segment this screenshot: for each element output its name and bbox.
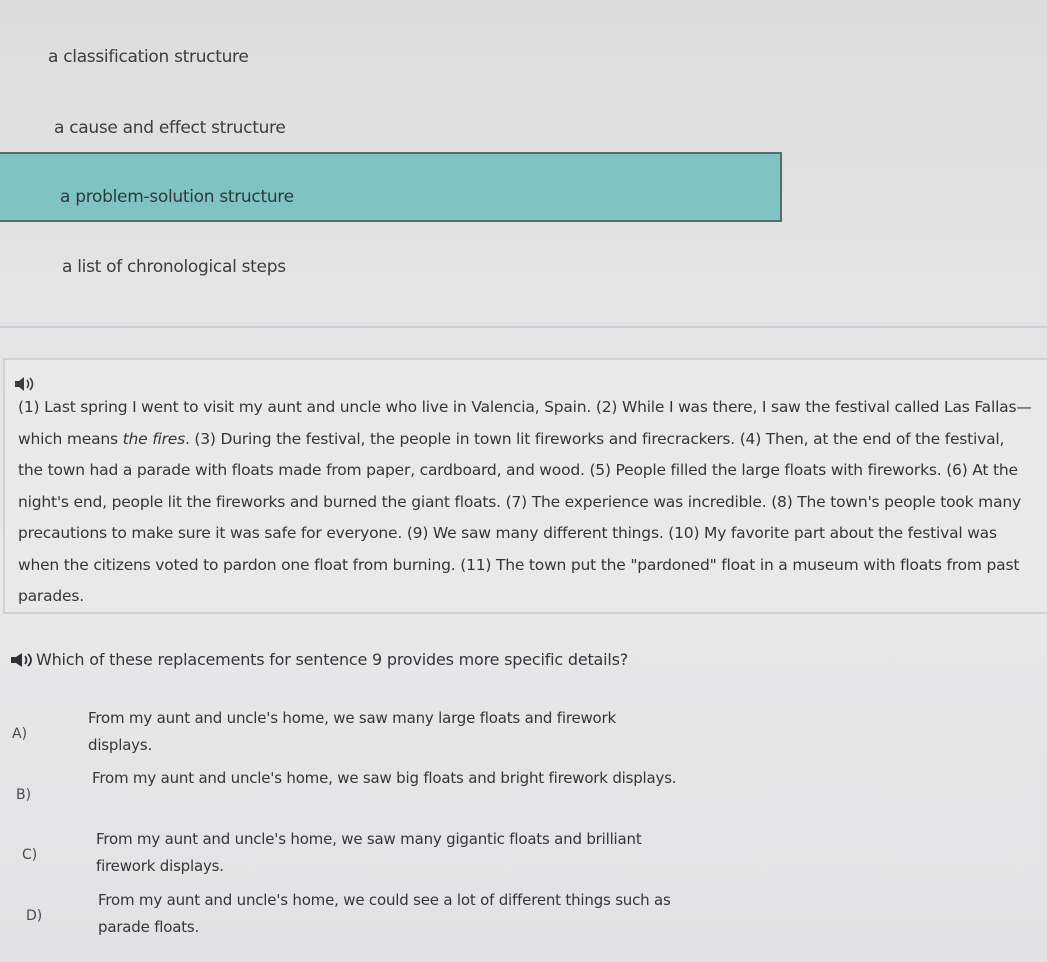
section-divider xyxy=(0,326,1047,328)
question-text: Which of these replacements for sentence 9 provides more specific details? xyxy=(36,650,629,669)
choice-letter-d: D) xyxy=(26,908,43,924)
passage-text-part1: (1) Last spring I went to visit my aunt and uncle who live in Valencia, Spain. (2) While I was there, I saw the festival called Las Fallas—which means xyxy=(18,398,1032,448)
answer-option-problem-solution-selected[interactable] xyxy=(0,152,782,222)
passage-text xyxy=(18,392,1033,613)
choice-b[interactable]: From my aunt and uncle's home, we saw big floats and bright firework displays. xyxy=(92,769,677,787)
answer-option-chronological[interactable]: a list of chronological steps xyxy=(62,257,286,277)
choice-d[interactable]: From my aunt and uncle's home, we could see a lot of different things such as parade floats. xyxy=(98,891,671,936)
answer-option-cause-effect[interactable]: a cause and effect structure xyxy=(54,118,286,138)
choice-c[interactable]: From my aunt and uncle's home, we saw many gigantic floats and brilliant firework displays. xyxy=(96,830,642,875)
choice-letter-b: B) xyxy=(16,787,32,803)
passage-text-part2: . (3) During the festival, the people in town lit fireworks and firecrackers. (4) Then, at the end of the festival, the town had a parade with floats made from paper, cardboard, and wood. (5) People filled the large floats with fireworks. (6) At the night's end, people lit the fireworks and burned the giant floats. (7) The experience was incredible. (8) The town's people took many precautions to make sure it was safe for everyone. (9) We saw many different things. (10) My favorite part about the festival was when the citizens voted to pardon one float from burning. (11) The town put the "pardoned" float in a museum with floats from past parades. xyxy=(18,429,1021,605)
passage-italic-term: the fires xyxy=(122,429,185,448)
choice-a[interactable]: From my aunt and uncle's home, we saw many large floats and firework displays. xyxy=(88,709,616,754)
answer-option-label: a problem-solution structure xyxy=(60,187,294,207)
answer-option-classification[interactable]: a classification structure xyxy=(48,47,249,67)
choice-letter-a: A) xyxy=(12,726,28,742)
speaker-icon[interactable] xyxy=(10,652,36,671)
choice-letter-c: C) xyxy=(22,847,38,863)
